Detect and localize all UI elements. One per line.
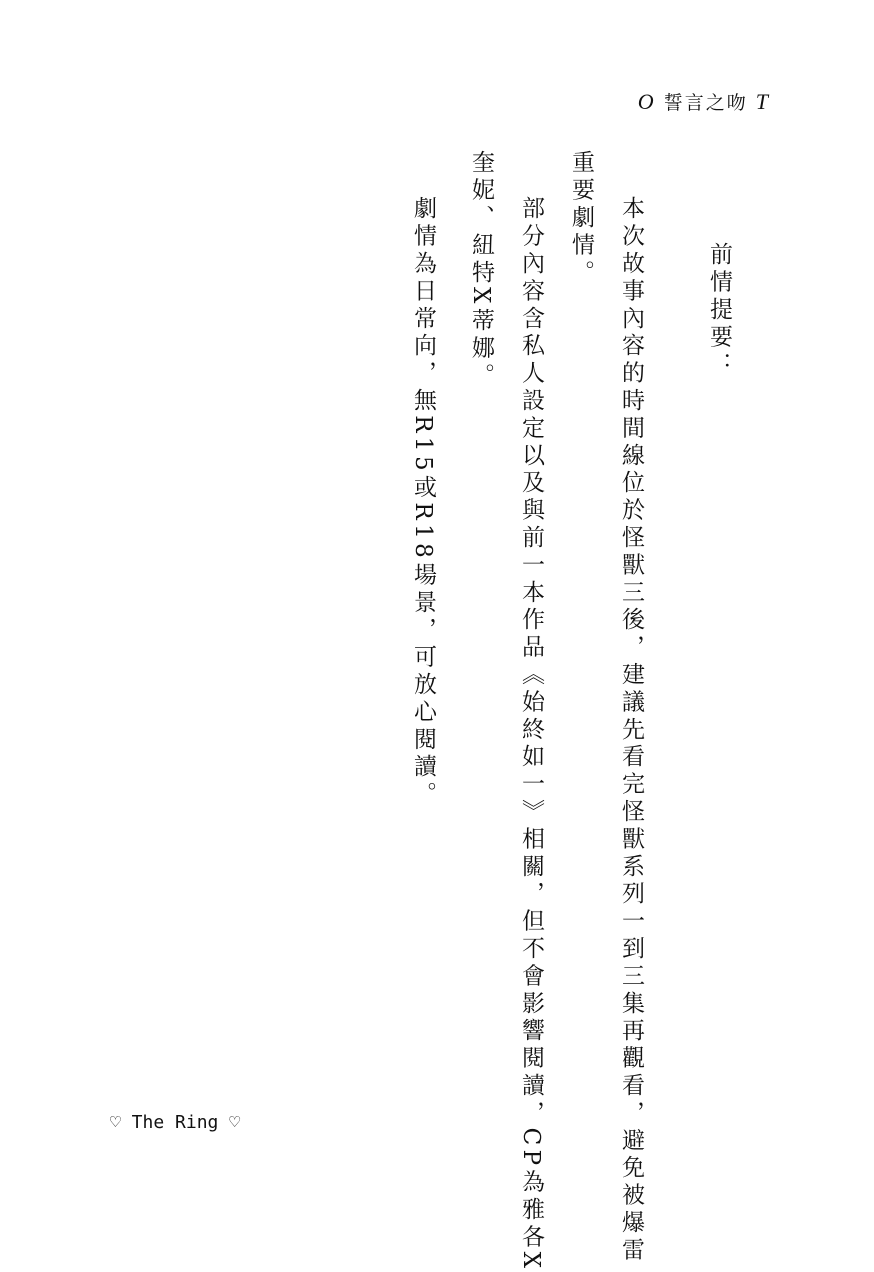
heading-block: [694, 242, 744, 379]
header-left-mark: O: [637, 89, 656, 114]
paragraph-line-5: 劇情為日常向，無R15或R18場景，可放心閱讀。: [410, 196, 436, 809]
header-title: 誓言之吻: [663, 92, 748, 114]
header-right-mark: T: [755, 89, 770, 114]
running-header: [638, 88, 770, 115]
paragraph-line-2: 重要劇情。: [568, 150, 594, 287]
page-footer: ♡ The Ring ♡: [110, 1112, 241, 1133]
vertical-body-text: [398, 150, 732, 1272]
paragraph-line-4: 奎妮、紐特X蒂娜。: [468, 150, 494, 390]
paragraph-line-3: 部分內容含私人設定以及與前一本作品《始終如一》相關，但不會影響閱讀，CP為雅各X: [518, 196, 544, 1272]
paragraph-line-1: 本次故事內容的時間線位於怪獸三後，建議先看完怪獸系列一到三集再觀看，避免被爆雷: [618, 196, 644, 1265]
section-heading: 前情提要：: [706, 242, 732, 379]
